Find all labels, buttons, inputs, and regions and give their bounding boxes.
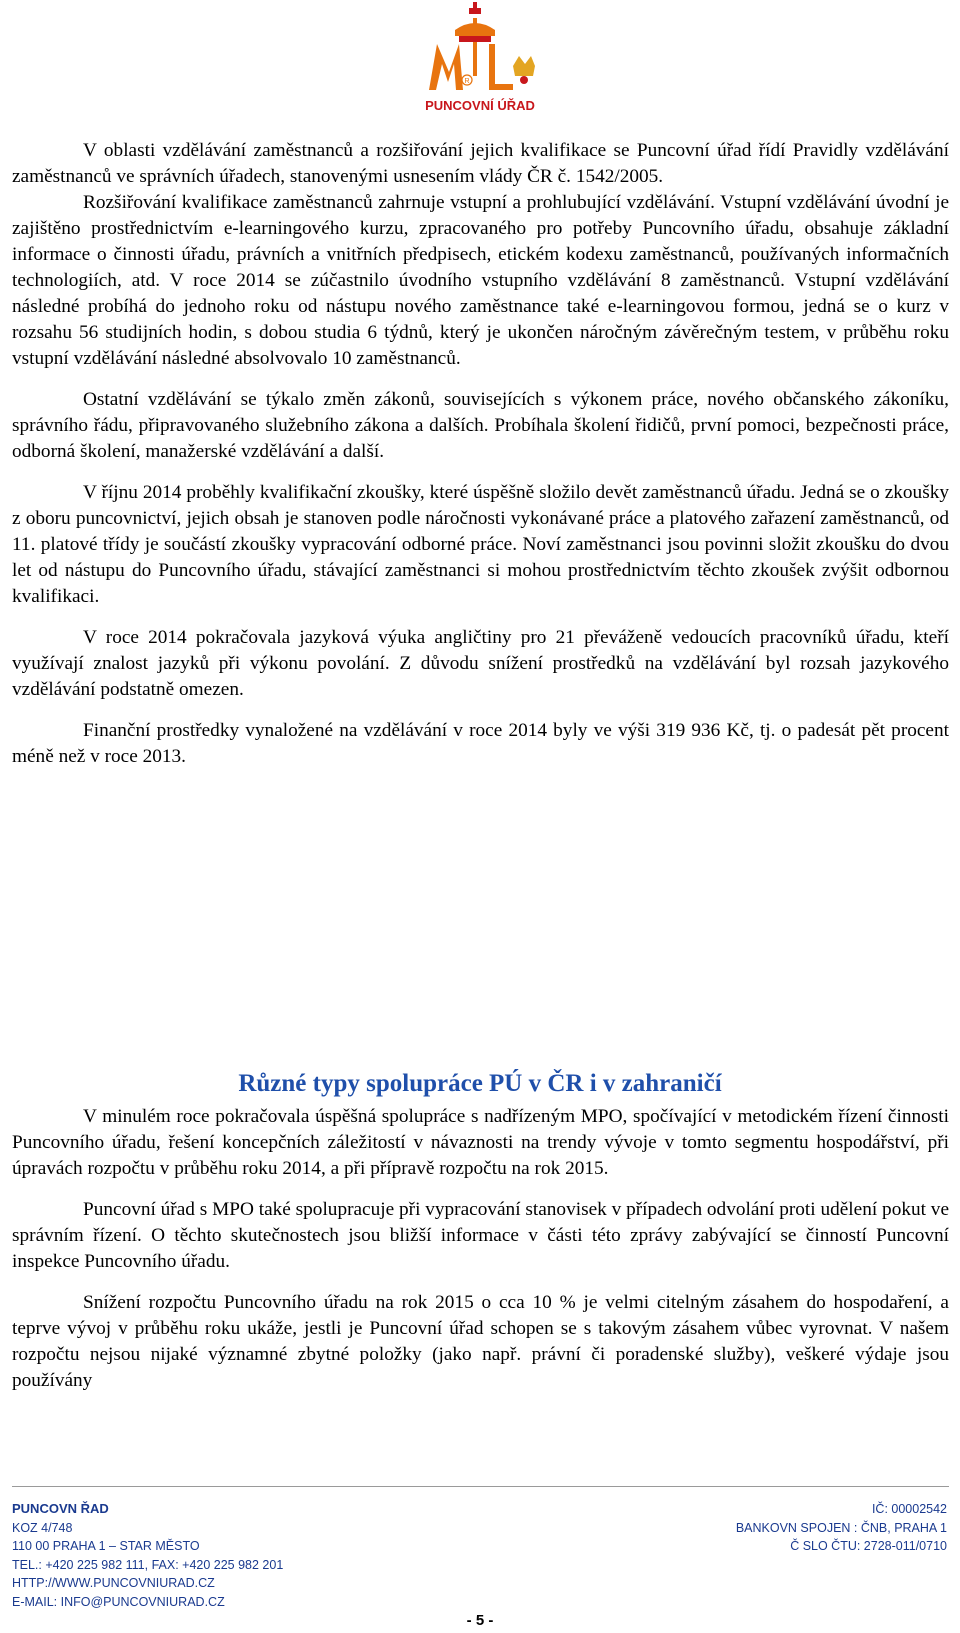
logo-letter-l	[489, 44, 513, 90]
paragraph: Ostatní vzdělávání se týkalo změn zákonů, souvisejících s výkonem práce, nového občanského zákoníku, správního řádu, připravovaného služebního zákona a dalších. Probíhala školení řidičů, první pomoci, bezpečnosti práce, odborná školení, manažerské vzdělávání a další.	[12, 389, 949, 462]
svg-text:R: R	[464, 78, 470, 85]
puncovni-urad-logo	[415, 0, 545, 118]
footer-org-name: PUNCOVN ŘAD	[12, 1501, 109, 1516]
paragraph: Puncovní úřad s MPO také spolupracuje při vypracování stanovisek v případech odvolání proti udělení pokut ve správním řízení. O těchto skutečnostech jsou bližší informace v části této zprávy zabývající se činností Puncovní inspekce Puncovního úřadu.	[12, 1199, 949, 1272]
logo-text: PUNCOVNÍ ÚŘAD	[425, 98, 535, 113]
paragraph: Finanční prostředky vynaložené na vzdělávání v roce 2014 byly ve výši 319 936 Kč, tj. o padesát pět procent méně než v roce 2013.	[12, 720, 949, 767]
footer-account: Č SLO ČTU: 2728-011/0710	[790, 1539, 947, 1554]
paragraph-text: Rozšiřování kvalifikace zaměstnanců zahrnuje vstupní a prohlubující vzdělávání. Vstupní vzdělávání úvodní je zajištěno prostřednictvím e-learningového kurzu, zpracovaného pro potřeby Puncovního úřadu, obsahuje základní informace o činnosti úřadu, právních a vnitřních předpisech, etickém kodexu zaměstnanců, používaných informačních technologiích, atd. V roce 2014 se zúčastnilo úvodního vstupního vzdělávání 8 zaměstnanců. Vstupní vzdělávání následné probíhá do jednoho roku od nástupu nového zaměstnance také e-learningovou formou, jedná se o kurz v rozsahu 56 studijních hodin, s dobou studia 6 týdnů, který je ukončen náročným závěrečným testem, v průběhu roku vstupní vzdělávání následné absolvovalo 10 zaměstnanců.	[12, 192, 949, 369]
logo-small-crown	[513, 56, 535, 76]
page-number: - 5 -	[466, 1612, 494, 1629]
section-heading: Různé typy spolupráce PÚ v ČR i v zahraničí	[238, 1070, 722, 1097]
footer-bank-info	[736, 1500, 947, 1556]
paragraph: Snížení rozpočtu Puncovního úřadu na rok 2015 o cca 10 % je velmi citelným zásahem do hospodaření, a teprve vývoj v průběhu roku ukáže, jestli je Puncovní úřad schopen se s takovým zásahem vůbec vyrovnat. V našem rozpočtu nejsou nijaké významné zbytné položky (jako např. právní či poradenské služby), veškeré výdaje jsou používány	[12, 1292, 949, 1391]
footer-ic: IČ: 00002542	[871, 1502, 947, 1516]
footer-email: E-MAIL: INFO@PUNCOVNIURAD.CZ	[12, 1594, 225, 1609]
footer-web: HTTP://WWW.PUNCOVNIURAD.CZ	[12, 1576, 215, 1591]
footer-phone: TEL.: +420 225 982 111, FAX: +420 225 982 201	[12, 1557, 284, 1572]
footer-divider	[12, 1486, 949, 1487]
footer-street: KOZ 4/748	[12, 1520, 73, 1535]
paragraph: V oblasti vzdělávání zaměstnanců a rozšiřování jejich kvalifikace se Puncovní úřad řídí Pravidly vzdělávání zaměstnanců ve správních úřadech, stanovenými usnesením vlády ČR č. 1542/2005.	[12, 140, 949, 187]
paragraph: V minulém roce pokračovala úspěšná spolupráce s nadřízeným MPO, spočívající v metodickém řízení činnosti Puncovního úřadu, řešení koncepčních záležitostí v návaznosti na trendy vývoje v tomto segmentu hospodářství, při úpravách rozpočtu v průběhu roku 2014, a při přípravě rozpočtu na rok 2015.	[12, 1106, 949, 1179]
footer-bank: BANKOVN SPOJEN : ČNB, PRAHA 1	[735, 1520, 947, 1535]
paragraph: V říjnu 2014 proběhly kvalifikační zkoušky, které úspěšně složilo devět zaměstnanců úřadu. Jedná se o zkoušky z oboru puncovnictví, jejich obsah je stanoven podle náročnosti vykonávané práce a platového zařazení zaměstnanců, od 11. platové třídy je součástí zkoušky vypracování odborné práce. Noví zaměstnanci jsou povinni složit zkoušku do dvou let od nástupu do Puncovního úřadu, stávající zaměstnanci si mohou prostřednictvím těchto zkoušek zvýšit odbornou kvalifikaci.	[12, 482, 949, 607]
paragraph	[12, 190, 949, 372]
footer-city: 110 00 PRAHA 1 – STAR MĚSTO	[12, 1539, 200, 1554]
logo-letter-m	[429, 44, 463, 90]
paragraph: V roce 2014 pokračovala jazyková výuka angličtiny pro 21 převáženě vedoucích pracovníků úřadu, kteří využívají znalost jazyků při výkonu povolání. Z důvodu snížení prostředků na vzdělávání byl rozsah jazykového vzdělávání podstatně omezen.	[12, 627, 949, 700]
footer-address	[12, 1500, 283, 1612]
